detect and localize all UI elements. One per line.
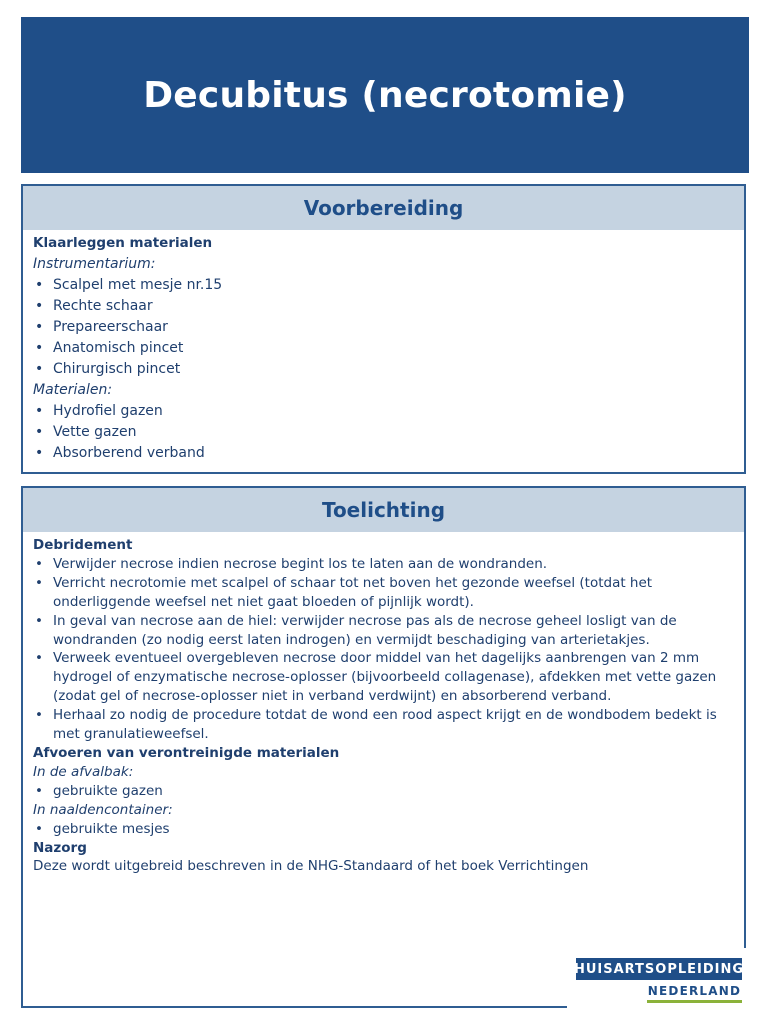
nazorg-text: Deze wordt uitgebreid beschreven in de NHG-Standaard of het boek Verrichtingen (33, 858, 589, 875)
section-title-nazorg: Nazorg (33, 839, 87, 856)
voorbereiding-body (23, 230, 744, 464)
instrumentarium-label: Instrumentarium: (33, 256, 156, 272)
instrumentarium-list (33, 275, 734, 380)
voorbereiding-panel (21, 184, 746, 474)
title-banner (21, 17, 749, 173)
toelichting-panel (21, 486, 746, 1008)
naalden-label: In naaldencontainer: (33, 801, 173, 818)
list-item: • In geval van necrose aan de hiel: verwijder necrose pas als de necrose geheel losligt van de wondranden (zo nodig eerst laten indrogen) en vermijdt beschadiging van arterietakjes. (33, 612, 734, 650)
section-title-afvoeren: Afvoeren van verontreinigde materialen (33, 744, 340, 761)
section-title-klaarleggen: Klaarleggen materialen (33, 235, 213, 251)
toelichting-heading: Toelichting (23, 488, 744, 532)
logo-top-text: HUISARTSOPLEIDING (576, 958, 742, 980)
list-item: • Rechte schaar (33, 296, 734, 317)
voorbereiding-heading: Voorbereiding (23, 186, 744, 230)
afvalbak-list (33, 782, 734, 801)
list-item: • Chirurgisch pincet (33, 359, 734, 380)
list-item: • Verweek eventueel overgebleven necrose door middel van het dagelijks aanbrengen van 2 mm hydrogel of enzymatische necrose-oplosser (bijvoorbeeld collagenase), afdekken met vette gazen (zodat gel of necrose-oplosser niet in verband verdwijnt) en absorberend verband. (33, 649, 734, 706)
list-item: • Anatomisch pincet (33, 338, 734, 359)
materialen-label: Materialen: (33, 382, 113, 398)
list-item: • Vette gazen (33, 422, 734, 443)
section-title-debridement: Debridement (33, 537, 133, 553)
afvalbak-label: In de afvalbak: (33, 763, 134, 780)
naalden-list (33, 820, 734, 839)
list-item: • Verricht necrotomie met scalpel of schaar tot net boven het gezonde weefsel (totdat het onderliggende weefsel net niet gaat bloeden of pijnlijk wordt). (33, 574, 734, 612)
list-item: • Prepareerschaar (33, 317, 734, 338)
list-item: • Absorberend verband (33, 443, 734, 464)
list-item: • Scalpel met mesje nr.15 (33, 275, 734, 296)
list-item: • Herhaal zo nodig de procedure totdat de wond een rood aspect krijgt en de wondbodem bedekt is met granulatieweefsel. (33, 706, 734, 744)
list-item: • gebruikte mesjes (33, 820, 734, 839)
toelichting-body (23, 532, 744, 876)
materialen-list (33, 401, 734, 464)
list-item: • Hydrofiel gazen (33, 401, 734, 422)
debridement-list (33, 555, 734, 744)
huisartsopleiding-logo (567, 948, 757, 1014)
logo-bottom-text: NEDERLAND (647, 981, 742, 1003)
list-item: • Verwijder necrose indien necrose begint los te laten aan de wondranden. (33, 555, 734, 574)
page-title: Decubitus (necrotomie) (143, 74, 627, 116)
list-item: • gebruikte gazen (33, 782, 734, 801)
